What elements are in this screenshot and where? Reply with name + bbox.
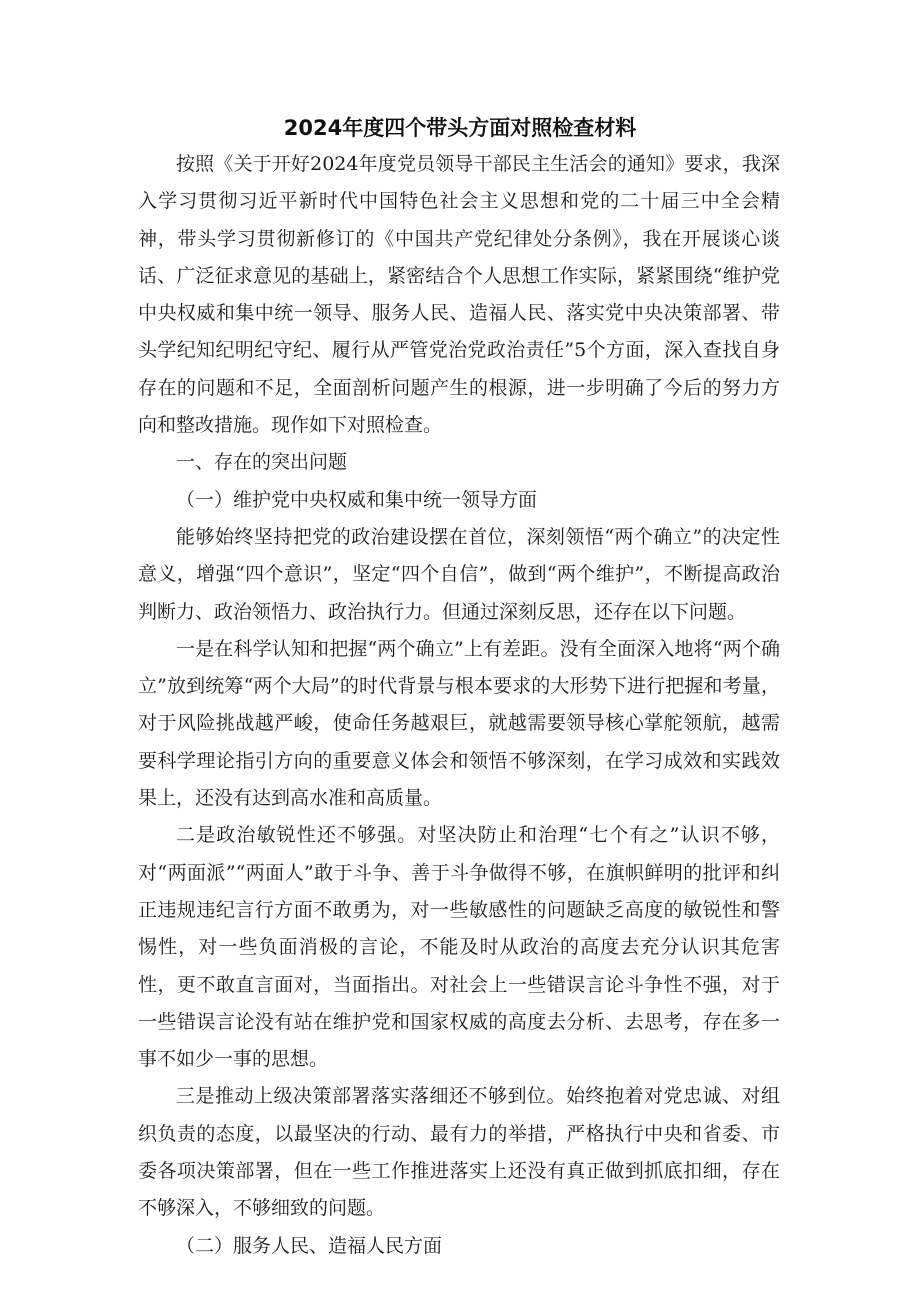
document-body — [138, 146, 780, 1265]
intro-paragraph: 按照《关于开好2024年度党员领导干部民主生活会的通知》要求，我深入学习贯彻习近平新时代中国特色社会主义思想和党的二十届三中全会精神，带头学习贯彻新修订的《中国共产党纪律处分条例》，我在开展谈心谈话、广泛征求意见的基础上，紧密结合个人思想工作实际，紧紧围绕“维护党中央权威和集中统一领导、服务人民、造福人民、落实党中央决策部署、带头学纪知纪明纪守纪、履行从严管党治党政治责任”5个方面，深入查找自身存在的问题和不足，全面剖析问题产生的根源，进一步明确了今后的努力方向和整改措施。现作如下对照检查。 — [138, 153, 780, 437]
subsection-heading-2: （二）服务人民、造福人民方面 — [176, 1234, 443, 1257]
body-paragraph: 三是推动上级决策部署落实落细还不够到位。始终抱着对党忠诚、对组织负责的态度，以最坚决的行动、最有力的举措，严格执行中央和省委、市委各项决策部署，但在一些工作推进落实上还没有真正做到抓底扣细，存在不够深入，不够细致的问题。 — [138, 1085, 780, 1220]
body-paragraph: 二是政治敏锐性还不够强。对坚决防止和治理“七个有之”认识不够，对“两面派”“两面人”敢于斗争、善于斗争做得不够，在旗帜鲜明的批评和纠正违规违纪言行方面不敢勇为，对一些敏感性的问题缺乏高度的敏锐性和警惕性，对一些负面消极的言论，不能及时从政治的高度去充分认识其危害性，更不敢直言面对，当面指出。对社会上一些错误言论斗争性不强，对于一些错误言论没有站在维护党和国家权威的高度去分析、去思考，存在多一事不如少一事的思想。 — [138, 824, 780, 1071]
body-paragraph: 一是在科学认知和把握“两个确立”上有差距。没有全面深入地将“两个确立”放到统筹“两个大局”的时代背景与根本要求的大形势下进行把握和考量，对于风险挑战越严峻，使命任务越艰巨，就越需要领导核心掌舵领航，越需要科学理论指引方向的重要意义体会和领悟不够深刻，在学习成效和实践效果上，还没有达到高水准和高质量。 — [138, 637, 780, 810]
subsection-heading-1: （一）维护党中央权威和集中统一领导方面 — [176, 488, 538, 511]
section-heading-1: 一、存在的突出问题 — [176, 451, 348, 474]
document-title: 2024年度四个带头方面对照检查材料 — [283, 116, 637, 140]
body-paragraph: 能够始终坚持把党的政治建设摆在首位，深刻领悟“两个确立”的决定性意义，增强“四个意识”，坚定“四个自信”，做到“两个维护”，不断提高政治判断力、政治领悟力、政治执行力。但通过深刻反思，还存在以下问题。 — [138, 525, 780, 623]
